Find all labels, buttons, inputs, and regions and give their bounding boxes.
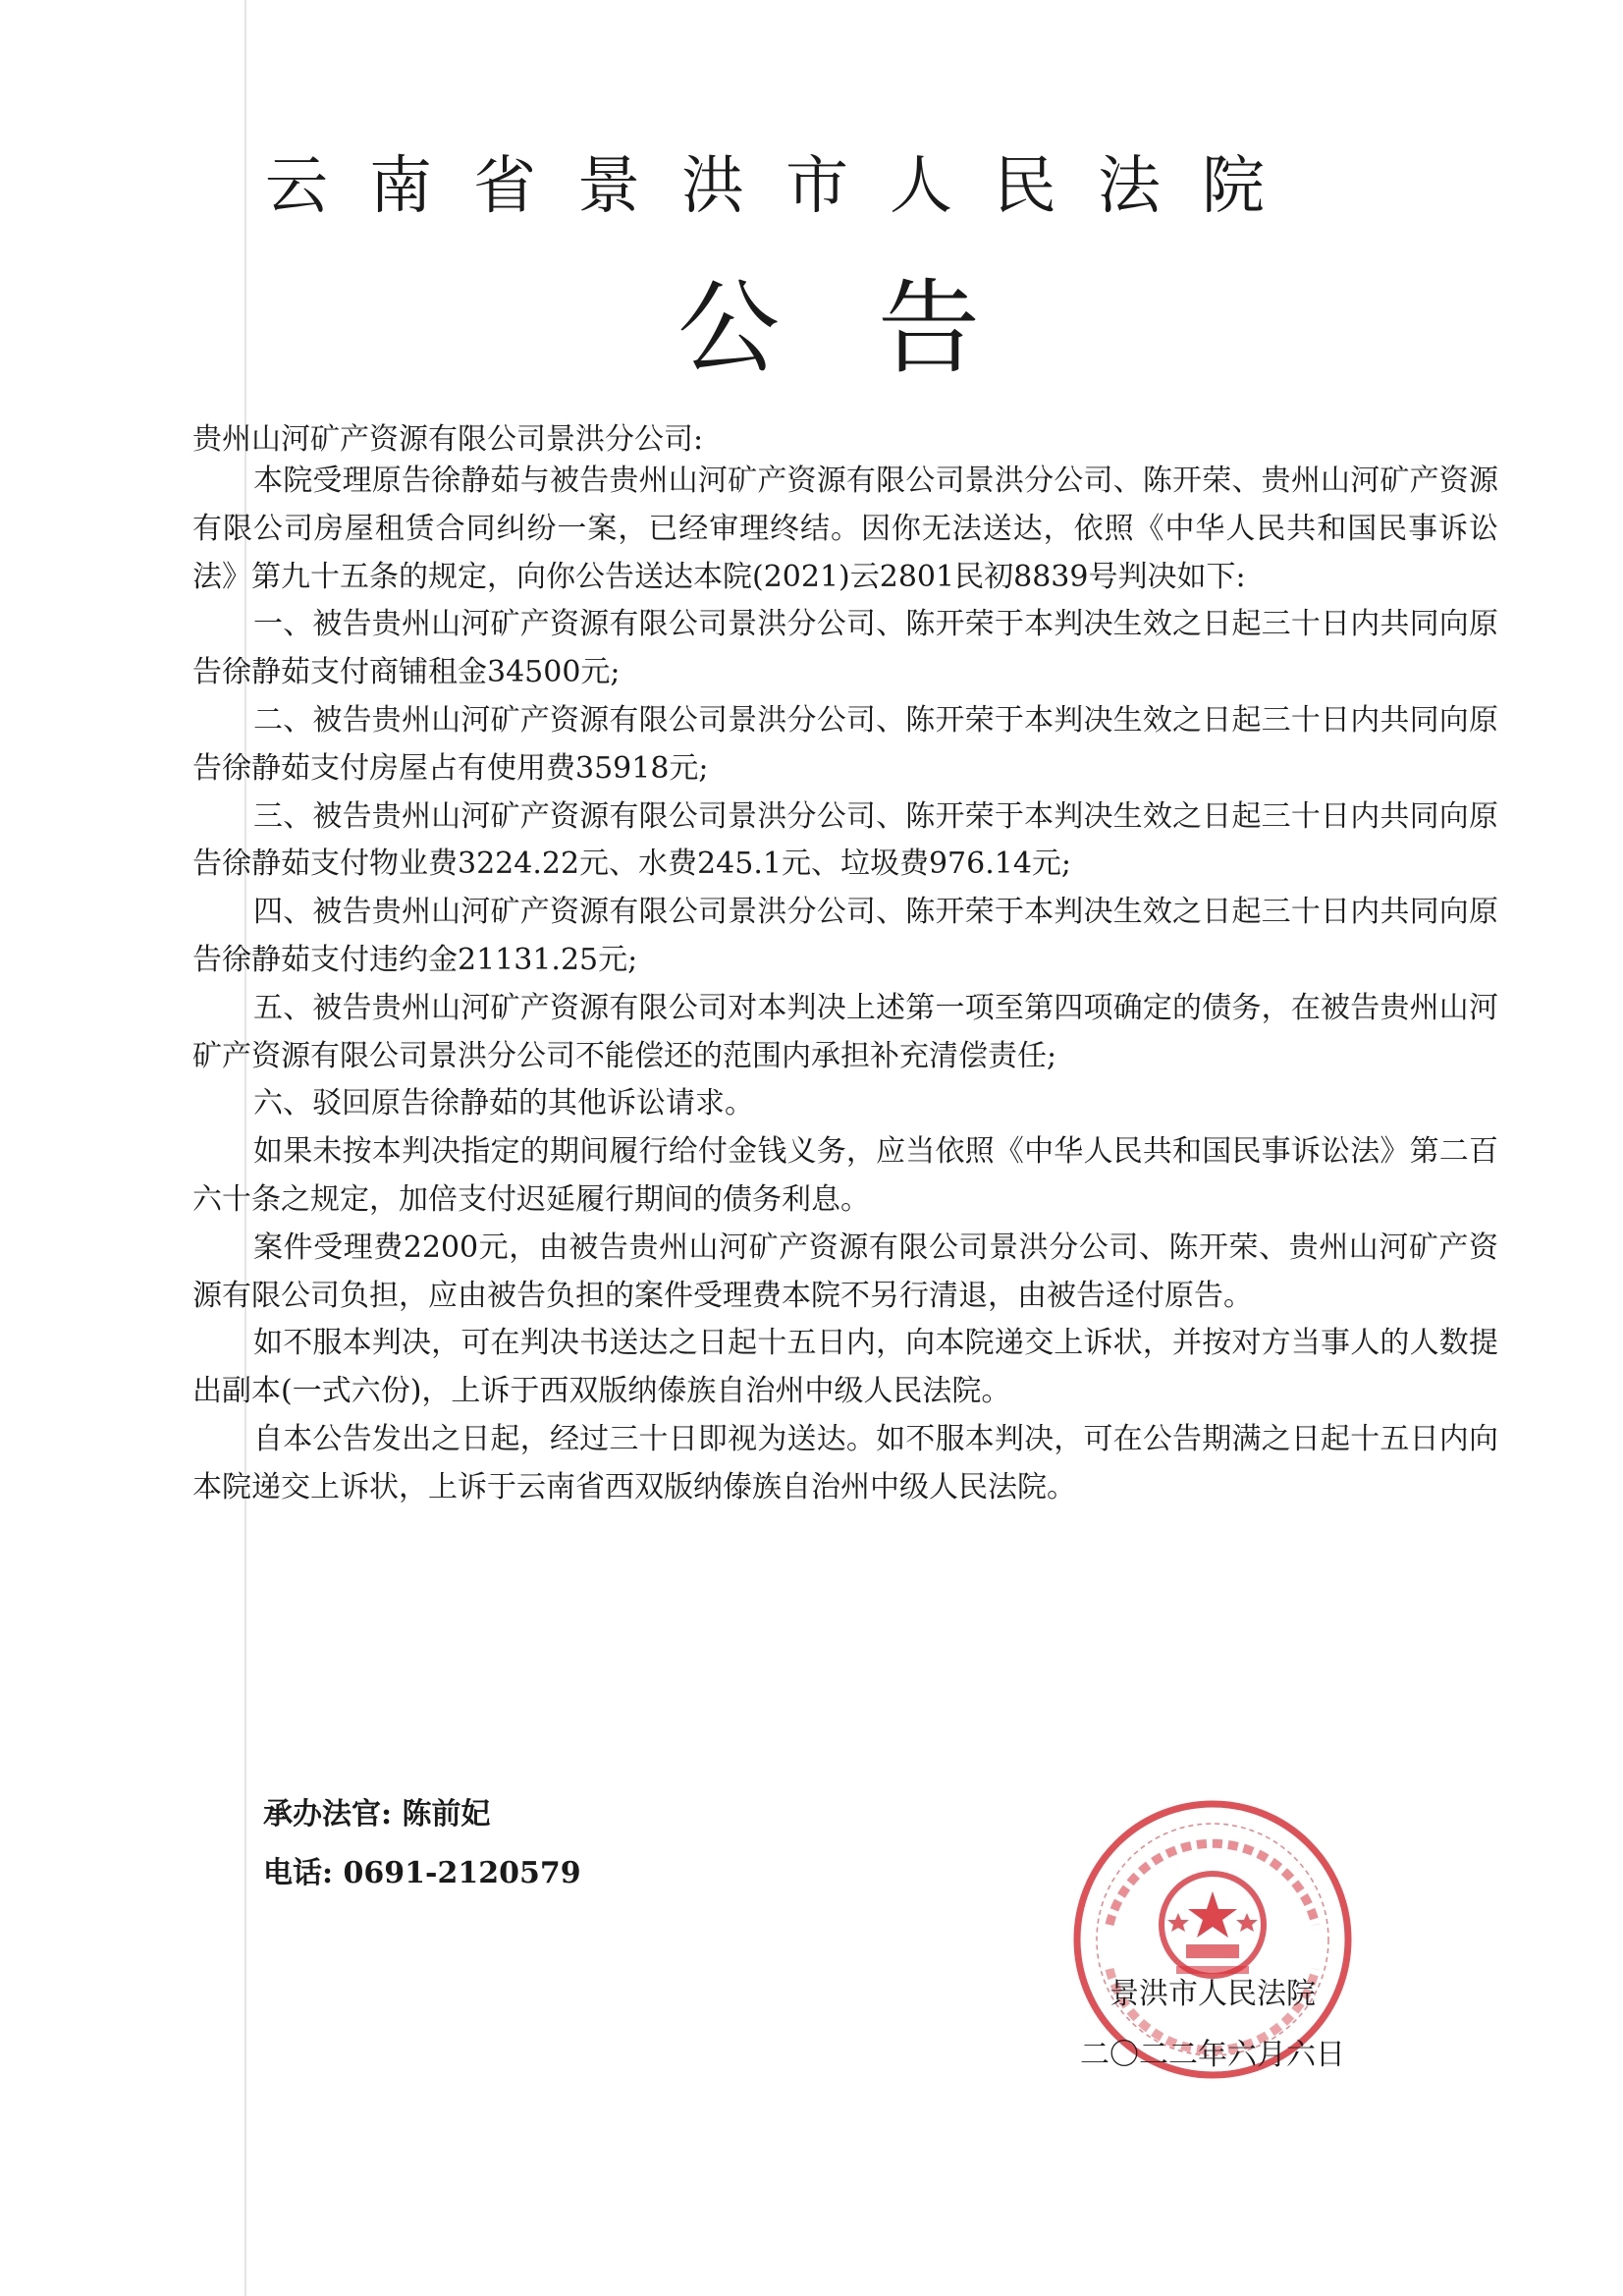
issuing-court: 景洪市人民法院: [1109, 1977, 1316, 2011]
paragraph-interest: 如果未按本判决指定的期间履行给付金钱义务，应当依照《中华人民共和国民事诉讼法》第二百六十条之规定，加倍支付迟延履行期间的债务利息。: [192, 1134, 1498, 1217]
paragraph-service: 自本公告发出之日起，经过三十日即视为送达。如不服本判决，可在公告期满之日起十五日内向本院递交上诉状，上诉于云南省西双版纳傣族自治州中级人民法院。: [192, 1421, 1498, 1504]
paragraph-item-1: 一、被告贵州山河矿产资源有限公司景洪分公司、陈开荣于本判决生效之日起三十日内共同向原告徐静茹支付商铺租金34500元;: [192, 607, 1498, 690]
paragraph-item-3: 三、被告贵州山河矿产资源有限公司景洪分公司、陈开荣于本判决生效之日起三十日内共同向原告徐静茹支付物业费3224.22元、水费245.1元、垃圾费976.14元;: [192, 798, 1498, 882]
addressee: 贵州山河矿产资源有限公司景洪分公司:: [192, 422, 704, 457]
document-title: 公告: [677, 268, 1079, 388]
paragraph-item-5: 五、被告贵州山河矿产资源有限公司对本判决上述第一项至第四项确定的债务，在被告贵州山河矿产资源有限公司景洪分公司不能偿还的范围内承担补充清偿责任;: [192, 990, 1498, 1073]
paragraph-item-4: 四、被告贵州山河矿产资源有限公司景洪分公司、陈开荣于本判决生效之日起三十日内共同向原告徐静茹支付违约金21131.25元;: [192, 895, 1498, 977]
issue-date: 二〇二二年六月六日: [1080, 2038, 1345, 2072]
notice-body: [192, 458, 1498, 1512]
paragraph-item-6: 六、驳回原告徐静茹的其他诉讼请求。: [253, 1086, 754, 1121]
signature-block: [263, 1785, 581, 1903]
paragraph-intro: 本院受理原告徐静茹与被告贵州山河矿产资源有限公司景洪分公司、陈开荣、贵州山河矿产资源有限公司房屋租赁合同纠纷一案，已经审理终结。因你无法送达，依照《中华人民共和国民事诉讼法》第九十五条的规定，向你公告送达本院(2021)云2801民初8839号判决如下:: [192, 464, 1498, 594]
paragraph-appeal: 如不服本判决，可在判决书送达之日起十五日内，向本院递交上诉状，并按对方当事人的人数提出副本(一式六份)，上诉于西双版纳傣族自治州中级人民法院。: [192, 1326, 1498, 1409]
court-name: 云南省景洪市人民法院: [265, 150, 1306, 223]
paragraph-item-2: 二、被告贵州山河矿产资源有限公司景洪分公司、陈开荣于本判决生效之日起三十日内共同向原告徐静茹支付房屋占有使用费35918元;: [192, 702, 1498, 786]
judge-name: 承办法官: 陈前妃: [263, 1797, 491, 1831]
phone-number: 电话: 0691-2120579: [263, 1856, 581, 1890]
paragraph-fees: 案件受理费2200元，由被告贵州山河矿产资源有限公司景洪分公司、陈开荣、贵州山河矿产资源有限公司负担，应由被告负担的案件受理费本院不另行清退，由被告迳付原告。: [192, 1230, 1498, 1313]
